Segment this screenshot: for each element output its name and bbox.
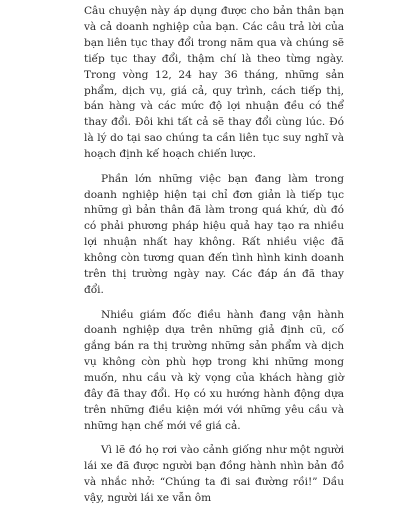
paragraph-1: Câu chuyện này áp dụng được cho bản thân bạn và cả doanh nghiệp của bạn. Các câu trả lời của bạn liên tục thay đổi trong năm qua và chúng sẽ tiếp tục thay đổi, thậm chí là theo từng ngày. Trong vòng 12, 24 hay 36 tháng, những sản phẩm, dịch vụ, giá cả, quy trình, cách tiếp thị, bán hàng và các mức độ lợi nhuận đều có thể thay đổi. Đôi khi tất cả sẽ thay đổi cùng lúc. Đó là lý do tại sao chúng ta cần liên tục suy nghĩ và hoạch định kế hoạch chiến lược. xyxy=(84,5,344,161)
paragraph-3: Nhiều giám đốc điều hành đang vận hành doanh nghiệp dựa trên những giả định cũ, cố gắng bán ra thị trường những sản phẩm và dịch vụ không còn phù hợp trong khi những mong muốn, nhu cầu và kỳ vọng của khách hàng giờ đây đã thay đổi. Họ có xu hướng hành động dựa trên những điều kiện mới với những yêu cầu và những hạn chế mới về giá cả. xyxy=(84,308,344,432)
paragraph-2: Phần lớn những việc bạn đang làm trong doanh nghiệp hiện tại chỉ đơn giản là tiếp tục những gì bản thân đã làm trong quá khứ, dù đó có phải phương pháp hiệu quả hay tạo ra nhiều lợi nhuận nhất hay không. Rất nhiều việc đã không còn tương quan đến tình hình kinh doanh trên thị trường ngày nay. Các đáp án đã thay đổi. xyxy=(84,172,344,296)
body-text xyxy=(84,4,344,516)
paragraph-4: Vì lẽ đó họ rơi vào cảnh giống như một người lái xe đã được người bạn đồng hành nhìn bản đồ và nhắc nhở: “Chúng ta đi sai đường rồi!” Dầu vậy, người lái xe vẫn ôm xyxy=(84,444,344,505)
